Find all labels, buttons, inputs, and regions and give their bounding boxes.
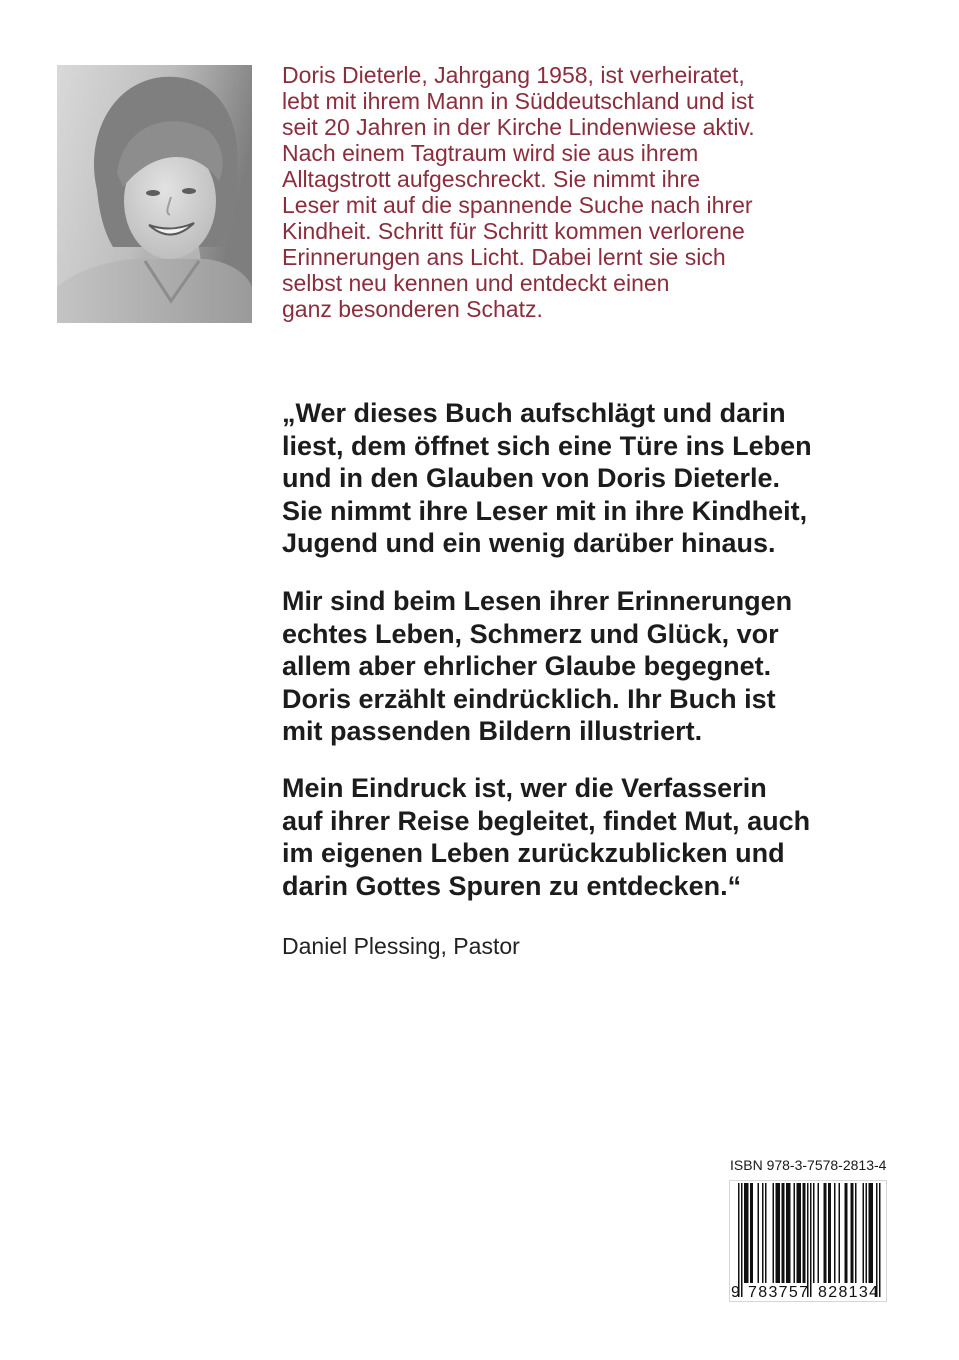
bio-line: Nach einem Tagtraum wird sie aus ihrem	[282, 140, 699, 166]
bio-line: Alltagstrott aufgeschreckt. Sie nimmt ihre	[282, 166, 700, 192]
barcode-bar	[765, 1183, 767, 1283]
barcode-bar	[866, 1183, 868, 1283]
barcode-bar	[824, 1183, 827, 1283]
barcode-bar	[762, 1183, 764, 1283]
bio-line: selbst neu kennen und entdeckt einen	[282, 270, 670, 296]
quote-line: liest, dem öffnet sich eine Türe ins Leben	[282, 430, 812, 461]
barcode-bar	[813, 1183, 815, 1283]
author-photo-image	[57, 65, 252, 323]
barcode-left-digits: 783757	[748, 1284, 808, 1301]
barcode-first-digit: 9	[731, 1284, 740, 1301]
barcode-bar	[839, 1183, 841, 1283]
quote-line: allem aber ehrlicher Glaube begegnet.	[282, 651, 772, 681]
bio-line: seit 20 Jahren in der Kirche Lindenwiese aktiv.	[282, 114, 755, 140]
barcode-guard-bar	[810, 1183, 812, 1297]
quote-line: Mein Eindruck ist, wer die Verfasserin	[282, 773, 767, 803]
bio-line: Leser mit auf die spannende Suche nach ihrer	[282, 192, 753, 218]
quote-line: im eigenen Leben zurückzublicken und	[282, 838, 785, 868]
barcode-bar	[797, 1183, 802, 1283]
quote-line: echtes Leben, Schmerz und Glück, vor	[282, 618, 779, 649]
barcode-bar	[869, 1183, 874, 1283]
quote-line: und in den Glauben von Doris Dieterle.	[282, 463, 781, 493]
barcode-bar	[818, 1183, 820, 1283]
barcode-bar	[744, 1183, 749, 1283]
barcode-bar	[863, 1183, 865, 1283]
barcode-bar	[776, 1183, 781, 1283]
right-eye	[182, 188, 196, 194]
bio-line: Erinnerungen ans Licht. Dabei lernt sie sich	[282, 244, 726, 270]
barcode-bar	[803, 1183, 806, 1283]
quote-attribution: Daniel Plessing, Pastor	[282, 933, 520, 959]
bio-line: ganz besonderen Schatz.	[282, 296, 543, 322]
barcode-guard-bar	[741, 1183, 743, 1297]
quote-line: Doris erzählt eindrücklich. Ihr Buch ist	[282, 683, 776, 714]
barcode-bar	[786, 1183, 791, 1283]
barcode-bar	[851, 1183, 854, 1283]
barcode-guard-bar	[738, 1183, 740, 1297]
author-bio	[282, 62, 902, 322]
barcode-bar	[845, 1183, 848, 1283]
barcode-guard-bar	[807, 1183, 809, 1297]
barcode-bars	[738, 1183, 881, 1297]
barcode-bar	[794, 1183, 796, 1283]
barcode-bar	[773, 1183, 775, 1283]
quote-paragraph-2	[282, 585, 922, 748]
barcode-bar	[758, 1183, 760, 1283]
quote-line: Sie nimmt ihre Leser mit in ihre Kindheit,	[282, 495, 808, 526]
quote-line: auf ihrer Reise begleitet, findet Mut, auch	[282, 805, 811, 836]
left-eye	[146, 190, 160, 196]
barcode-bar	[828, 1183, 831, 1283]
bio-line: Doris Dieterle, Jahrgang 1958, ist verheiratet,	[282, 62, 745, 88]
quote-line: „Wer dieses Buch aufschlägt und darin	[282, 398, 786, 428]
bio-line: Kindheit. Schritt für Schritt kommen verlorene	[282, 218, 745, 244]
quote-paragraph-3	[282, 772, 922, 902]
barcode-right-digits: 828134	[818, 1284, 878, 1301]
quote-line: darin Gottes Spuren zu entdecken.“	[282, 870, 742, 901]
barcode-graphic	[729, 1180, 887, 1302]
isbn-label: ISBN 978-3-7578-2813-4	[730, 1157, 887, 1173]
bio-line: lebt mit ihrem Mann in Süddeutschland und ist	[282, 88, 754, 114]
barcode-bar	[855, 1183, 857, 1283]
quote-paragraph-1	[282, 397, 922, 560]
author-photo	[57, 65, 252, 323]
barcode-guard-bar	[879, 1183, 881, 1297]
barcode-guard-bar	[876, 1183, 878, 1297]
ean-barcode	[729, 1180, 887, 1302]
quote-line: Jugend und ein wenig darüber hinaus.	[282, 528, 776, 558]
barcode-bar	[782, 1183, 785, 1283]
barcode-bar	[750, 1183, 753, 1283]
barcode-bar	[834, 1183, 836, 1283]
quote-line: Mir sind beim Lesen ihrer Erinnerungen	[282, 586, 793, 616]
quote-line: mit passenden Bildern illustriert.	[282, 716, 703, 746]
